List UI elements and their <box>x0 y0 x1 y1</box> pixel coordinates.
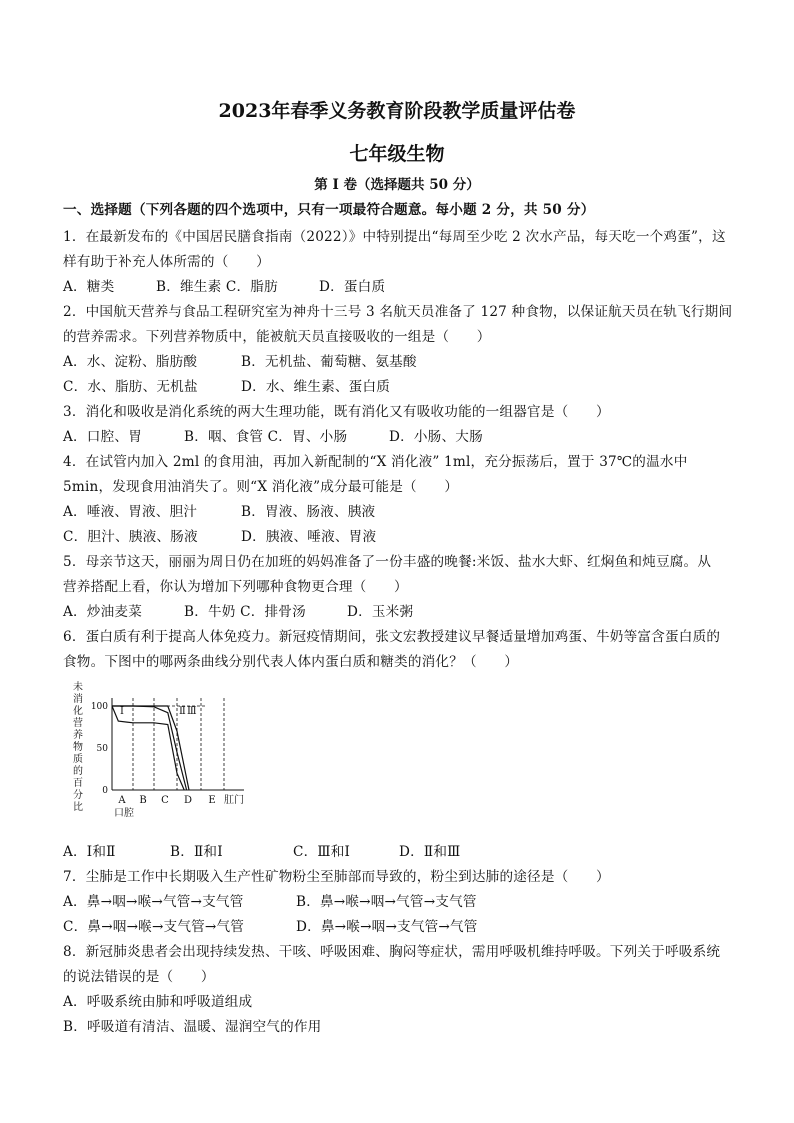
option-c[interactable]: C．鼻→咽→喉→支气管→气管 <box>63 919 245 935</box>
option-b[interactable]: B．Ⅱ和Ⅰ <box>170 844 223 860</box>
x-ticks <box>114 793 244 818</box>
q4-line2: 5min，发现食用油消失了。则“X 消化液”成分最可能是（ ） <box>63 479 459 495</box>
y-label-char: 比 <box>73 802 83 813</box>
q8-option-b[interactable]: B．呼吸道有清洁、温暖、湿润空气的作用 <box>63 1019 322 1035</box>
option-d[interactable]: D．玉米粥 <box>347 604 414 620</box>
y-label-char: 养 <box>73 730 83 741</box>
option-b[interactable]: B．无机盐、葡萄糖、氨基酸 <box>241 354 417 370</box>
x-tick-label: E <box>208 795 216 806</box>
q5-line2: 营养搭配上看，你认为增加下列哪种食物更合理（ ） <box>63 579 408 595</box>
option-a[interactable]: A．Ⅰ和Ⅱ <box>63 844 116 860</box>
q2-line1: 2．中国航天营养与食品工程研究室为神舟十三号 3 名航天员准备了 127 种食物，以保证航天员在轨飞行期间 <box>63 304 733 320</box>
option-a[interactable]: A．鼻→咽→喉→气管→支气管 <box>63 894 244 910</box>
q2-line2: 的营养需求。下列营养物质中，能被航天员直接吸收的一组是（ ） <box>63 329 491 345</box>
option-a[interactable]: A．口腔、胃 <box>63 429 142 445</box>
section-heading: 一、选择题（下列各题的四个选项中，只有一项最符合题意。每小题 2 分，共 50 分） <box>63 202 595 218</box>
option-b[interactable]: B．鼻→喉→咽→气管→支气管 <box>296 894 477 910</box>
y-tick-label: 100 <box>90 702 108 712</box>
y-label-char: 营 <box>73 718 83 729</box>
option-c[interactable]: C．胆汁、胰液、肠液 <box>63 529 198 545</box>
x-tick-label: B <box>139 795 147 806</box>
y-ticks <box>91 702 108 796</box>
curve-1 <box>112 706 184 790</box>
option-d[interactable]: D．鼻→喉→咽→支气管→气管 <box>296 919 478 935</box>
q8-line2: 的说法错误的是（ ） <box>63 969 215 985</box>
exam-subject: 七年级生物 <box>349 143 445 165</box>
y-label-char: 分 <box>73 790 83 801</box>
y-tick-label: 50 <box>96 744 108 754</box>
curve-label: Ⅱ <box>179 706 186 717</box>
exam-part: 第 I 卷（选择题共 50 分） <box>314 177 480 193</box>
option-c[interactable]: C．水、脂肪、无机盐 <box>63 379 198 395</box>
q1-line1: 1．在最新发布的《中国居民膳食指南（2022）》中特别提出“每周至少吃 2 次水产品，每天吃一个鸡蛋”，这 <box>63 229 726 245</box>
option-a[interactable]: A．唾液、胃液、胆汁 <box>63 504 198 520</box>
y-label-char: 未 <box>73 682 83 693</box>
curve-label: Ⅰ <box>120 706 124 717</box>
option-d[interactable]: D．胰液、唾液、胃液 <box>241 529 377 545</box>
y-tick-label: 0 <box>102 786 108 796</box>
y-label-char: 百 <box>73 778 83 789</box>
q3-line1: 3．消化和吸收是消化系统的两大生理功能，既有消化又有吸收功能的一组器官是（ ） <box>63 404 610 420</box>
q8-line1: 8．新冠肺炎患者会出现持续发热、干咳、呼吸困难、胸闷等症状，需用呼吸机维持呼吸。下列关于呼吸系统 <box>63 944 721 960</box>
option-a[interactable]: A．水、淀粉、脂肪酸 <box>63 354 198 370</box>
option-a[interactable]: A．糖类 <box>63 279 115 295</box>
x-tick-label: C <box>161 795 169 806</box>
option-d[interactable]: D．水、维生素、蛋白质 <box>241 379 391 395</box>
y-label-char: 质 <box>73 754 83 765</box>
y-label-char: 物 <box>73 742 83 753</box>
q8-option-a[interactable]: A．呼吸系统由肺和呼吸道组成 <box>63 994 253 1010</box>
exam-title: 2023年春季义务教育阶段教学质量评估卷 <box>218 100 576 122</box>
q6-line1: 6．蛋白质有利于提高人体免疫力。新冠疫情期间，张文宏教授建议早餐适量增加鸡蛋、牛奶等富含蛋白质的 <box>63 629 721 645</box>
option-a[interactable]: A．炒油麦菜 <box>63 604 142 620</box>
option-d[interactable]: D．小肠、大肠 <box>389 429 483 445</box>
y-label-char: 的 <box>73 766 83 777</box>
q5-line1: 5．母亲节这天，丽丽为周日仍在加班的妈妈准备了一份丰盛的晚餐:米饭、盐水大虾、红焖鱼和炖豆腐。从 <box>63 554 712 570</box>
y-label-char: 消 <box>73 694 83 705</box>
digestion-chart <box>66 678 256 818</box>
option-d[interactable]: D．蛋白质 <box>319 279 386 295</box>
option-b[interactable]: B．胃液、肠液、胰液 <box>241 504 376 520</box>
option-c[interactable]: C．Ⅲ和Ⅰ <box>293 844 351 860</box>
q6-line2: 食物。下图中的哪两条曲线分别代表人体内蛋白质和糖类的消化？（ ） <box>63 654 519 670</box>
y-label-char: 化 <box>73 706 83 717</box>
x-tick-label: D <box>183 795 193 806</box>
x-tick-label: 肛门 <box>224 795 244 806</box>
y-axis-label <box>73 680 83 813</box>
option-d[interactable]: D．Ⅱ和Ⅲ <box>399 844 461 860</box>
chart-curves <box>112 706 197 790</box>
option-bc[interactable]: B．牛奶 C．排骨汤 <box>184 604 306 620</box>
x-tick-label: A <box>118 795 126 806</box>
option-bc[interactable]: B．咽、食管 C．胃、小肠 <box>184 429 348 445</box>
q7-line1: 7．尘肺是工作中长期吸入生产性矿物粉尘至肺部而导致的，粉尘到达肺的途径是（ ） <box>63 869 610 885</box>
option-bc[interactable]: B．维生素 C．脂肪 <box>156 279 278 295</box>
x-sub-label: 口腔 <box>114 808 134 818</box>
curve-3 <box>112 706 189 790</box>
q4-line1: 4．在试管内加入 2ml 的食用油，再加入新配制的“X 消化液” 1ml，充分振荡后，置于 37℃的温水中 <box>63 454 688 470</box>
curve-2 <box>112 706 187 790</box>
curve-label: Ⅲ <box>187 706 197 717</box>
q1-line2: 样有助于补充人体所需的（ ） <box>63 254 270 270</box>
